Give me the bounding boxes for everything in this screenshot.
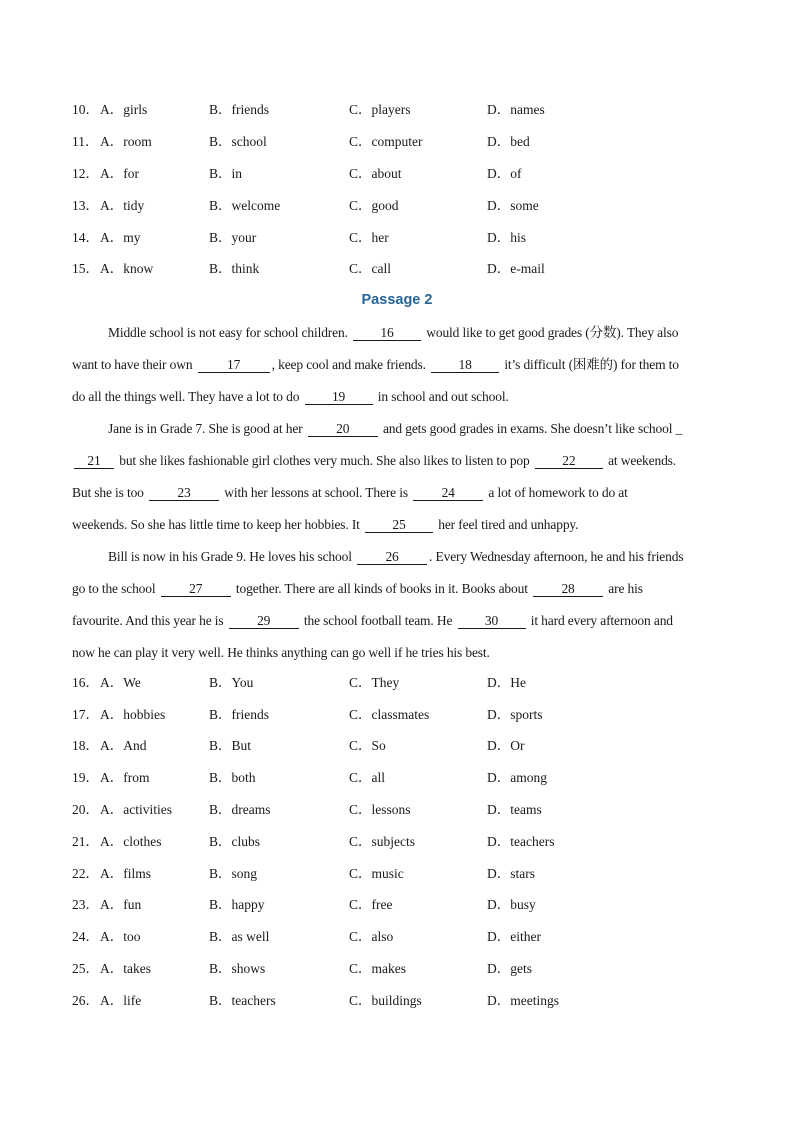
option-d: D．gets bbox=[487, 961, 532, 976]
passage-text: do all the things well. They have a lot to do bbox=[72, 389, 303, 404]
question-number: 14． bbox=[72, 230, 99, 245]
answer-blank: 26 bbox=[357, 549, 427, 565]
option-c: C．free bbox=[349, 897, 393, 912]
passage-text: are his bbox=[605, 581, 643, 596]
passage-line bbox=[72, 386, 732, 408]
answer-blank: 16 bbox=[353, 325, 421, 341]
answer-blank: 22 bbox=[535, 453, 603, 469]
passage-title: Passage 2 bbox=[361, 292, 433, 308]
passage-text: at weekends. bbox=[604, 453, 677, 468]
passage-text: with her lessons at school. There is bbox=[221, 485, 412, 500]
passage-text: the school football team. He bbox=[300, 613, 456, 628]
option-c: C．They bbox=[349, 675, 400, 690]
question-number: 26． bbox=[72, 993, 99, 1008]
option-d: D．either bbox=[487, 929, 541, 944]
option-a: A．fun bbox=[100, 897, 142, 912]
answer-blank: 19 bbox=[305, 389, 373, 405]
question-row bbox=[72, 100, 722, 120]
option-b: B．as well bbox=[209, 929, 270, 944]
passage-line bbox=[108, 418, 732, 440]
option-b: B．song bbox=[209, 866, 258, 881]
option-b: B．both bbox=[209, 770, 256, 785]
passage-line bbox=[72, 354, 732, 376]
passage-line bbox=[72, 482, 732, 504]
passage-text: her feel tired and unhappy. bbox=[435, 517, 579, 532]
answer-blank: 28 bbox=[533, 581, 603, 597]
passage-line bbox=[72, 514, 732, 536]
option-d: D．of bbox=[487, 166, 522, 181]
question-row bbox=[72, 959, 722, 979]
passage-line bbox=[108, 546, 732, 568]
option-d: D．e-mail bbox=[487, 261, 545, 276]
question-number: 15． bbox=[72, 261, 99, 276]
option-c: C．also bbox=[349, 929, 394, 944]
option-a: A．hobbies bbox=[100, 707, 166, 722]
passage-text: But she is too bbox=[72, 485, 148, 500]
option-d: D．teachers bbox=[487, 834, 555, 849]
passage-text: would like to get good grades (分数). They also bbox=[423, 325, 679, 340]
option-c: C．lessons bbox=[349, 802, 411, 817]
option-c: C．call bbox=[349, 261, 391, 276]
option-b: B．in bbox=[209, 166, 243, 181]
question-row bbox=[72, 736, 722, 756]
passage-text: and gets good grades in exams. She doesn’t like school _ bbox=[379, 421, 683, 436]
option-c: C．all bbox=[349, 770, 385, 785]
passage-line bbox=[108, 322, 732, 344]
answer-blank: 23 bbox=[149, 485, 219, 501]
passage-text: , keep cool and make friends. bbox=[271, 357, 430, 372]
question-row bbox=[72, 196, 722, 216]
option-a: A．clothes bbox=[100, 834, 162, 849]
option-d: D．names bbox=[487, 102, 545, 117]
question-row bbox=[72, 164, 722, 184]
option-b: B．welcome bbox=[209, 198, 281, 213]
question-row bbox=[72, 991, 722, 1011]
option-b: B．dreams bbox=[209, 802, 271, 817]
option-b: B．friends bbox=[209, 707, 269, 722]
answer-blank: 17 bbox=[198, 357, 270, 373]
option-a: A．too bbox=[100, 929, 141, 944]
answer-blank: 21 bbox=[74, 453, 114, 469]
option-d: D．meetings bbox=[487, 993, 559, 1008]
question-number: 23． bbox=[72, 897, 99, 912]
question-row bbox=[72, 705, 722, 725]
passage-line bbox=[72, 578, 732, 600]
option-c: C．classmates bbox=[349, 707, 430, 722]
passage-text: it’s difficult (困难的) for them to bbox=[501, 357, 679, 372]
question-number: 25． bbox=[72, 961, 99, 976]
passage-text: . Every Wednesday afternoon, he and his friends bbox=[429, 549, 684, 564]
option-d: D．his bbox=[487, 230, 527, 245]
passage-text: go to the school bbox=[72, 581, 159, 596]
option-c: C．players bbox=[349, 102, 411, 117]
option-d: D．Or bbox=[487, 738, 525, 753]
option-c: C．buildings bbox=[349, 993, 422, 1008]
option-c: C．makes bbox=[349, 961, 406, 976]
option-c: C．her bbox=[349, 230, 389, 245]
option-a: A．And bbox=[100, 738, 147, 753]
option-a: A．activities bbox=[100, 802, 172, 817]
question-number: 17． bbox=[72, 707, 99, 722]
option-d: D．stars bbox=[487, 866, 535, 881]
passage-text: it hard every afternoon and bbox=[527, 613, 673, 628]
passage-line bbox=[72, 610, 732, 632]
answer-blank: 20 bbox=[308, 421, 378, 437]
option-c: C．computer bbox=[349, 134, 423, 149]
option-b: B．shows bbox=[209, 961, 266, 976]
option-a: A．life bbox=[100, 993, 142, 1008]
question-number: 11． bbox=[72, 134, 99, 149]
option-a: A．my bbox=[100, 230, 141, 245]
option-a: A．for bbox=[100, 166, 139, 181]
question-number: 24． bbox=[72, 929, 99, 944]
answer-blank: 29 bbox=[229, 613, 299, 629]
passage-text: weekends. So she has little time to keep her hobbies. It bbox=[72, 517, 364, 532]
option-b: B．happy bbox=[209, 897, 265, 912]
passage-text: now he can play it very well. He thinks anything can go well if he tries his best. bbox=[72, 645, 490, 660]
answer-blank: 25 bbox=[365, 517, 433, 533]
option-a: A．We bbox=[100, 675, 141, 690]
option-d: D．bed bbox=[487, 134, 530, 149]
option-d: D．among bbox=[487, 770, 547, 785]
question-row bbox=[72, 800, 722, 820]
option-a: A．tidy bbox=[100, 198, 145, 213]
option-d: D．sports bbox=[487, 707, 543, 722]
passage-text: want to have their own bbox=[72, 357, 196, 372]
question-row bbox=[72, 832, 722, 852]
answer-blank: 24 bbox=[413, 485, 483, 501]
question-number: 20． bbox=[72, 802, 99, 817]
passage-text: but she likes fashionable girl clothes very much. She also likes to listen to pop bbox=[116, 453, 533, 468]
question-number: 18． bbox=[72, 738, 99, 753]
question-number: 22． bbox=[72, 866, 99, 881]
passage-line bbox=[72, 450, 732, 472]
option-d: D．some bbox=[487, 198, 539, 213]
option-b: B．But bbox=[209, 738, 252, 753]
passage-text: Bill is now in his Grade 9. He loves his school bbox=[108, 549, 356, 564]
passage-text: in school and out school. bbox=[374, 389, 509, 404]
option-c: C．about bbox=[349, 166, 402, 181]
question-number: 12． bbox=[72, 166, 99, 181]
option-c: C．good bbox=[349, 198, 399, 213]
answer-blank: 18 bbox=[431, 357, 499, 373]
option-a: A．takes bbox=[100, 961, 151, 976]
question-row bbox=[72, 768, 722, 788]
option-a: A．films bbox=[100, 866, 152, 881]
question-row bbox=[72, 673, 722, 693]
option-b: B．school bbox=[209, 134, 267, 149]
question-row bbox=[72, 927, 722, 947]
option-b: B．your bbox=[209, 230, 257, 245]
passage-text: a lot of homework to do at bbox=[485, 485, 628, 500]
answer-blank: 30 bbox=[458, 613, 526, 629]
option-c: C．subjects bbox=[349, 834, 415, 849]
option-b: B．think bbox=[209, 261, 260, 276]
option-a: A．girls bbox=[100, 102, 148, 117]
question-row bbox=[72, 864, 722, 884]
option-b: B．clubs bbox=[209, 834, 261, 849]
question-row bbox=[72, 228, 722, 248]
passage-text: Middle school is not easy for school children. bbox=[108, 325, 352, 340]
question-number: 13． bbox=[72, 198, 99, 213]
answer-blank: 27 bbox=[161, 581, 231, 597]
option-d: D．teams bbox=[487, 802, 542, 817]
option-a: A．room bbox=[100, 134, 152, 149]
question-number: 19． bbox=[72, 770, 99, 785]
option-c: C．So bbox=[349, 738, 386, 753]
question-row bbox=[72, 259, 722, 279]
question-row bbox=[72, 895, 722, 915]
passage-text: favourite. And this year he is bbox=[72, 613, 227, 628]
option-b: B．You bbox=[209, 675, 254, 690]
question-row bbox=[72, 132, 722, 152]
option-a: A．know bbox=[100, 261, 154, 276]
passage-text: Jane is in Grade 7. She is good at her bbox=[108, 421, 306, 436]
passage-line bbox=[72, 642, 732, 664]
question-number: 21． bbox=[72, 834, 99, 849]
option-d: D．busy bbox=[487, 897, 536, 912]
option-a: A．from bbox=[100, 770, 150, 785]
option-c: C．music bbox=[349, 866, 404, 881]
question-number: 10． bbox=[72, 102, 99, 117]
option-b: B．teachers bbox=[209, 993, 276, 1008]
passage-text: together. There are all kinds of books in it. Books about bbox=[232, 581, 532, 596]
option-b: B．friends bbox=[209, 102, 269, 117]
option-d: D．He bbox=[487, 675, 526, 690]
question-number: 16． bbox=[72, 675, 99, 690]
